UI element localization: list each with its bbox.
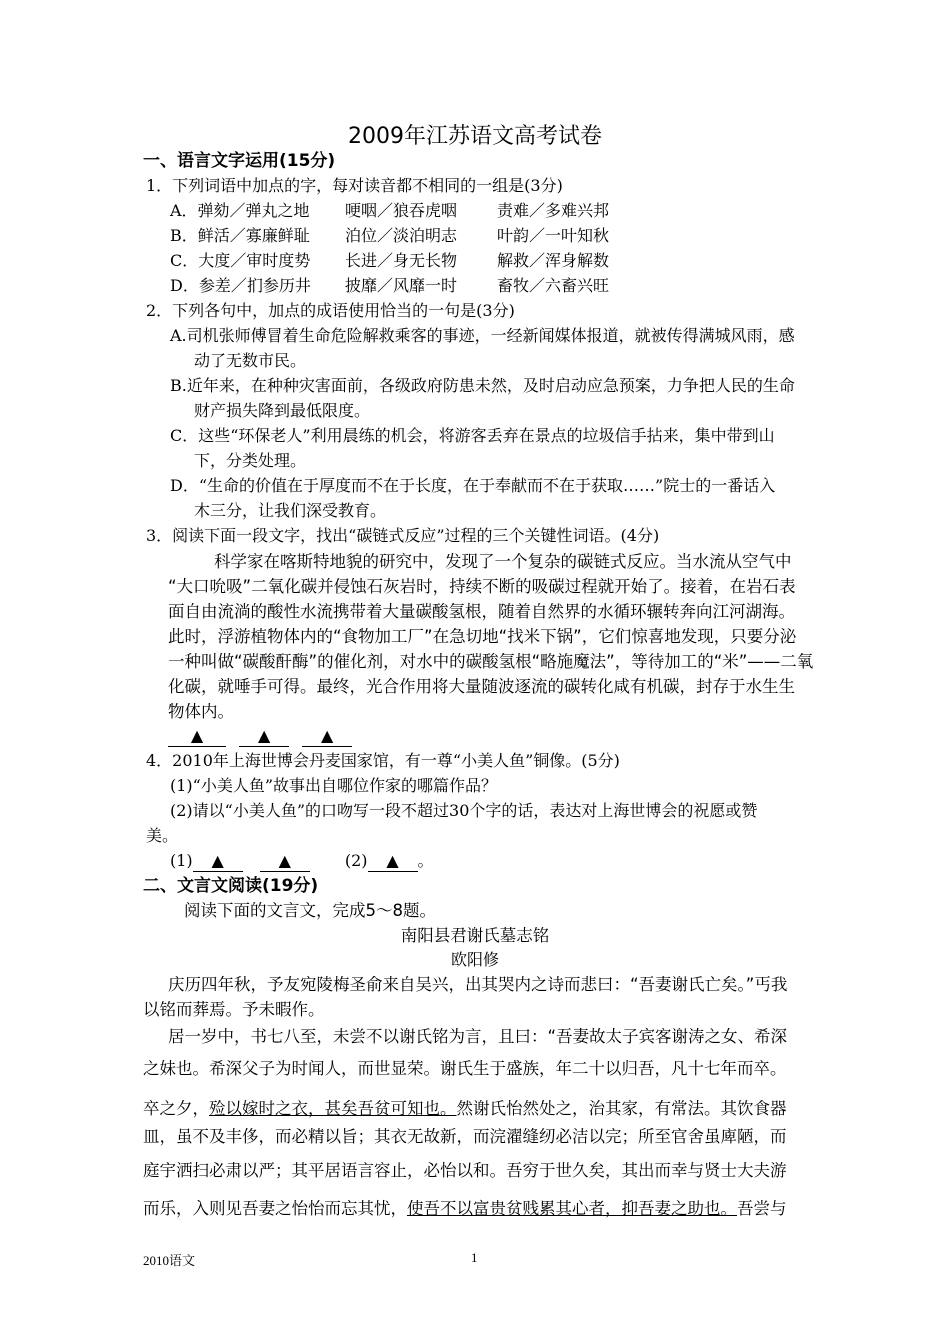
- q3-passage-line3: 面自由流淌的酸性水流携带着大量碳酸氢根，随着自然界的水循环辗转奔向江河湖海。: [168, 602, 795, 621]
- section-heading-2: 二、文言文阅读(19分): [143, 876, 319, 896]
- passage-para2-line3: [143, 1098, 787, 1120]
- q1-option-d-1: D．参差／扪参历井: [170, 276, 311, 295]
- q3-passage-line2: “大口吮吸”二氧化碳并侵蚀石灰岩时，持续不断的吸碳过程就开始了。接着，在岩石表: [168, 577, 796, 596]
- q4-answer-blank-1[interactable]: ▲: [193, 851, 243, 872]
- q3-passage-line5: 一种叫做“碳酸酐酶”的催化剂，对水中的碳酸氢根“略施魔法”，等待加工的“米”——二氧: [168, 652, 814, 671]
- passage-title: 南阳县君谢氏墓志铭: [400, 926, 550, 945]
- q2-option-b-line1: B.近年来，在种种灾害面前，各级政府防患未然，及时启动应急预案，力争把人民的生命: [170, 376, 795, 395]
- q1-option-c-3: 解救／浑身解数: [497, 251, 610, 270]
- q2-option-c-line1: C．这些“环保老人”利用晨练的机会，将游客丢弃在景点的垃圾信手拈来，集中带到山: [170, 426, 775, 445]
- para2-line6-post: 吾尝与: [737, 1199, 787, 1218]
- page-title: 2009年江苏语文高考试卷: [348, 124, 602, 149]
- q1-option-a: [170, 201, 609, 221]
- q2-option-c-line2: 下，分类处理。: [194, 451, 307, 470]
- q1-option-c: [170, 251, 609, 271]
- q3-passage-line7: 物体内。: [168, 702, 234, 721]
- q2-option-b-line2: 财产损失降到最低限度。: [194, 401, 371, 420]
- q1-option-d-3: 畜牧／六畜兴旺: [497, 276, 610, 295]
- q3-answer-blank-2[interactable]: ▲: [239, 726, 289, 747]
- passage-para2-line6: [143, 1198, 787, 1220]
- q2-option-a-line2: 动了无数市民。: [194, 351, 307, 370]
- para2-line3-pre: 卒之夕，: [143, 1099, 209, 1118]
- q3-answer-blank-1[interactable]: ▲: [168, 726, 226, 747]
- q4-answer-blank-2[interactable]: ▲: [260, 851, 310, 872]
- q1-option-b-1: B．鲜活／寡廉鲜耻: [170, 226, 310, 245]
- question-4-stem: 4．2010年上海世博会丹麦国家馆，有一尊“小美人鱼”铜像。(5分): [146, 751, 620, 770]
- passage-para1-line1: 庆历四年秋，予友宛陵梅圣俞来自吴兴，出其哭内之诗而悲曰：“吾妻谢氏亡矣。”丐我: [168, 975, 788, 994]
- q4-answer-2-label: (2): [344, 851, 368, 870]
- q1-option-d-2: 披靡／风靡一时: [345, 276, 458, 295]
- q4-answer-blanks: [170, 851, 434, 872]
- q4-subquestion-2-line1: (2)请以“小美人鱼”的口吻写一段不超过30个字的话，表达对上海世博会的祝愿或赞: [170, 801, 758, 820]
- q2-option-a-line1: A.司机张师傅冒着生命危险解救乘客的事迹，一经新闻媒体报道，就被传得满城风雨，感: [170, 326, 795, 345]
- question-1-stem: 1．下列词语中加点的字，每对读音都不相同的一组是(3分): [146, 176, 563, 195]
- underlined-sentence-1: 殓以嫁时之衣，甚矣吾贫可知也。: [209, 1099, 457, 1118]
- q4-answer-end: 。: [417, 851, 434, 870]
- q3-answer-blank-3[interactable]: ▲: [302, 726, 352, 747]
- q3-passage-line1: 科学家在喀斯特地貌的研究中，发现了一个复杂的碳链式反应。当水流从空气中: [214, 552, 792, 571]
- passage-para2-line4: 皿，虽不及丰侈，而必精以旨；其衣无故新，而浣濯缝纫必洁以完；所至官舍虽庳陋，而: [143, 1127, 787, 1146]
- q4-answer-blank-3[interactable]: ▲: [368, 851, 418, 872]
- passage-para2-line5: 庭宇洒扫必肃以严；其平居语言容止，必怡以和。吾穷于世久矣，其出而幸与贤士大夫游: [143, 1161, 787, 1180]
- q3-passage-line6: 化碳，就唾手可得。最终，光合作用将大量随波逐流的碳转化咸有机碳，封存于水生生: [168, 677, 795, 696]
- q1-option-d: [170, 276, 609, 296]
- q2-option-d-line1: D．“生命的价值在于厚度而不在于长度，在于奉献而不在于获取……”院士的一番话入: [170, 476, 776, 495]
- q1-option-a-2: 哽咽／狼吞虎咽: [345, 201, 458, 220]
- passage-para2-line2: 之妹也。希深父子为时闻人，而世显荣。谢氏生于盛族，年二十以归吾，凡十七年而卒。: [143, 1059, 787, 1078]
- passage-author: 欧阳修: [450, 950, 499, 969]
- q4-subquestion-1: (1)“小美人鱼”故事出自哪位作家的哪篇作品？: [170, 776, 498, 795]
- q1-option-c-1: C．大度／审时度势: [170, 251, 311, 270]
- q3-answer-blanks: [168, 726, 352, 747]
- q4-subquestion-2-line2: 美。: [146, 826, 179, 845]
- page-number: 1: [471, 1250, 478, 1265]
- passage-para1-line2: 以铭而葬焉。予未暇作。: [143, 1000, 325, 1019]
- q1-option-a-1: A．弹劾／弹丸之地: [170, 201, 310, 220]
- q3-passage-line4: 此时，浮游植物体内的“食物加工厂”在急切地“找米下锅”，它们惊喜地发现，只要分泌: [168, 627, 797, 646]
- q1-option-b: [170, 226, 609, 246]
- q1-option-b-2: 泊位／淡泊明志: [345, 226, 458, 245]
- section-2-intro: 阅读下面的文言文，完成5～8题。: [184, 901, 436, 920]
- q1-option-c-2: 长进／身无长物: [345, 251, 458, 270]
- q2-option-d-line2: 木三分，让我们深受教育。: [194, 501, 387, 520]
- section-heading-1: 一、语言文字运用(15分): [143, 151, 336, 171]
- para2-line3-post: 然谢氏怡然处之，治其家，有常法。其饮食器: [456, 1099, 787, 1118]
- q1-option-b-3: 叶韵／一叶知秋: [497, 226, 610, 245]
- question-3-stem: 3．阅读下面一段文字，找出“碳链式反应”过程的三个关键性词语。(4分): [146, 526, 660, 545]
- question-2-stem: 2．下列各句中，加点的成语使用恰当的一句是(3分): [146, 301, 515, 320]
- q1-option-a-3: 责难／多难兴邦: [497, 201, 610, 220]
- para2-line6-pre: 而乐，入则见吾妻之怡怡而忘其忧，: [143, 1199, 407, 1218]
- passage-para2-line1: 居一岁中，书七八至，未尝不以谢氏铭为言，且曰：“吾妻故太子宾客谢涛之女、希深: [168, 1027, 788, 1046]
- footer-left-label: 2010语文: [143, 1253, 196, 1268]
- underlined-sentence-2: 使吾不以富贵贫贱累其心者，抑吾妻之助也。: [407, 1199, 737, 1218]
- q4-answer-1-label: (1): [170, 851, 193, 870]
